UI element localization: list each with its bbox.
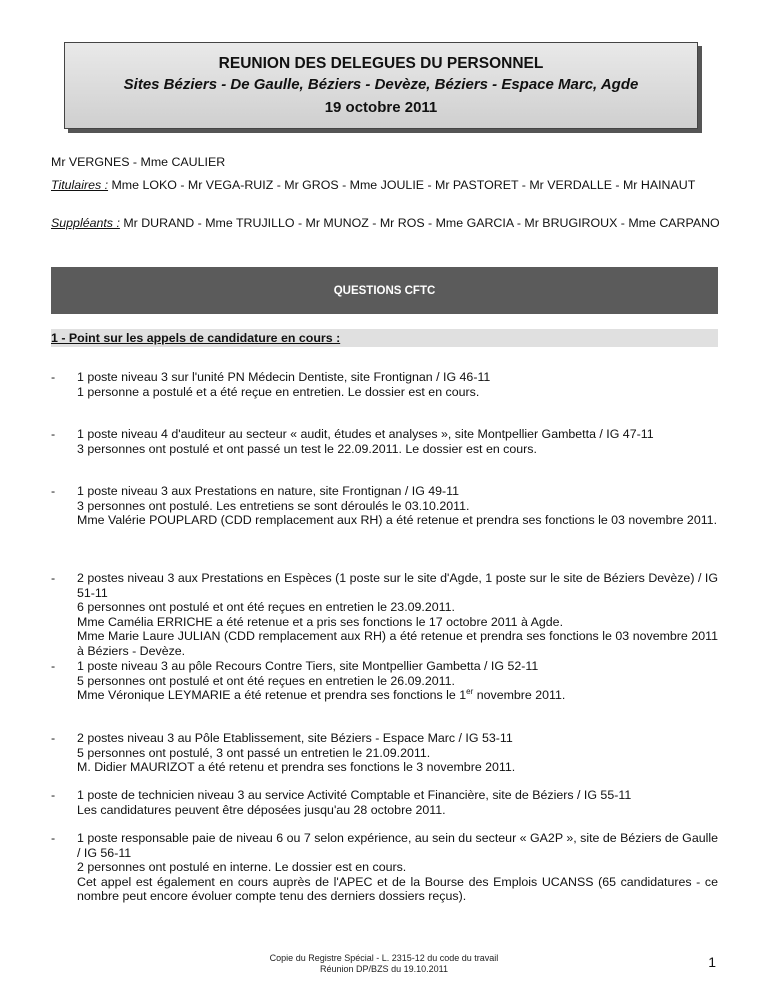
item-line: 2 postes niveau 3 au Pôle Etablissement, site Béziers - Espace Marc / IG 53-11 xyxy=(77,731,513,745)
bullet-dash: - xyxy=(51,788,56,802)
bullet-dash: - xyxy=(51,659,56,673)
titulaires-line xyxy=(51,178,721,193)
item-line: 2 postes niveau 3 aux Prestations en Espèces (1 poste sur le site d'Agde, 1 poste sur le site de Béziers Devèze) / IG 51-11 xyxy=(77,571,718,600)
titulaires-label: Titulaires : xyxy=(51,178,109,192)
item-line: Mme Camélia ERRICHE a été retenue et a pris ses fonctions le 17 octobre 2011 à Agde. xyxy=(77,614,564,629)
list-item xyxy=(51,370,718,399)
list-item xyxy=(51,788,718,817)
bullet-dash: - xyxy=(51,484,56,498)
ordinal-suffix: er xyxy=(466,686,474,696)
item-line: 2 personnes ont postulé en interne. Le dossier est en cours. xyxy=(77,860,407,874)
titulaires-names: Mme LOKO - Mr VEGA-RUIZ - Mr GROS - Mme JOULIE - Mr PASTORET - Mr VERDALLE - Mr HAINAUT xyxy=(108,178,696,192)
list-item xyxy=(51,731,718,775)
item-line: 6 personnes ont postulé et ont été reçues en entretien le 23.09.2011. xyxy=(77,600,455,614)
item-line: Mme Valérie POUPLARD (CDD remplacement aux RH) a été retenue et prendra ses fonctions le 03 novembre 2011. xyxy=(77,513,718,527)
item-line: 3 personnes ont postulé. Les entretiens se sont déroulés le 03.10.2011. xyxy=(77,498,470,513)
document-title: REUNION DES DELEGUES DU PERSONNEL xyxy=(218,55,544,72)
list-item xyxy=(51,831,718,904)
document-subtitle: Sites Béziers - De Gaulle, Béziers - Devèze, Béziers - Espace Marc, Agde xyxy=(123,76,639,93)
item-line: 1 poste niveau 3 aux Prestations en nature, site Frontignan / IG 49-11 xyxy=(77,484,460,498)
item-line: M. Didier MAURIZOT a été retenu et prendra ses fonctions le 3 novembre 2011. xyxy=(77,760,516,774)
section-title: 1 - Point sur les appels de candidature en cours : xyxy=(51,329,718,347)
questions-band: QUESTIONS CFTC xyxy=(51,267,718,314)
footer-line: Copie du Registre Spécial - L. 2315-12 du code du travail xyxy=(269,953,499,963)
bullet-dash: - xyxy=(51,370,56,384)
item-line: 5 personnes ont postulé, 3 ont passé un entretien le 21.09.2011. xyxy=(77,745,431,760)
footer-line: Réunion DP/BZS du 19.10.2011 xyxy=(320,964,448,974)
header-box xyxy=(64,42,698,129)
bullet-dash: - xyxy=(51,427,56,441)
item-line: 1 poste responsable paie de niveau 6 ou 7 selon expérience, au sein du secteur « GA2P », site de Béziers de Gaulle / IG 56-11 xyxy=(77,831,718,860)
page-number: 1 xyxy=(708,954,716,970)
item-line: 1 poste niveau 3 au pôle Recours Contre Tiers, site Montpellier Gambetta / IG 52-11 xyxy=(77,659,539,673)
bullet-dash: - xyxy=(51,731,56,745)
list-item xyxy=(51,484,718,528)
item-line: Cet appel est également en cours auprès de l'APEC et de la Bourse des Emplois UCANSS (65 candidatures - ce nombre peut encore évoluer compte tenu des derniers dossiers reçus). xyxy=(77,874,718,903)
item-line: 1 poste niveau 3 sur l'unité PN Médecin Dentiste, site Frontignan / IG 46-11 xyxy=(77,370,491,384)
suppleants-line xyxy=(51,216,721,231)
item-line-start: Mme Véronique LEYMARIE a été retenue et prendra ses fonctions le 1 xyxy=(77,688,467,702)
list-item xyxy=(51,427,718,456)
item-line-end: novembre 2011. xyxy=(473,688,566,702)
bullet-dash: - xyxy=(51,831,56,845)
suppleants-names: Mr DURAND - Mme TRUJILLO - Mr MUNOZ - Mr ROS - Mme GARCIA - Mr BRUGIROUX - Mme CARPANO xyxy=(119,216,720,230)
item-line: 1 poste de technicien niveau 3 au service Activité Comptable et Financière, site de Béziers / IG 55-11 xyxy=(77,788,632,802)
list-item xyxy=(51,659,718,703)
meeting-date: 19 octobre 2011 xyxy=(324,99,438,116)
item-line: Les candidatures peuvent être déposées jusqu'au 28 octobre 2011. xyxy=(77,802,446,817)
item-line: Mme Marie Laure JULIAN (CDD remplacement aux RH) a été retenue et prendra ses fonctions le 03 novembre 2011 à Béziers - Devèze. xyxy=(77,629,718,658)
item-line: 1 poste niveau 4 d'auditeur au secteur « audit, études et analyses », site Montpellier Gambetta / IG 47-11 xyxy=(77,427,654,441)
presidents-line: Mr VERGNES - Mme CAULIER xyxy=(51,155,226,169)
item-line: 5 personnes ont postulé et ont été reçues en entretien le 26.09.2011. xyxy=(77,673,455,688)
suppleants-label: Suppléants : xyxy=(51,216,120,230)
item-line: 3 personnes ont postulé et ont passé un test le 22.09.2011. Le dossier est en cours. xyxy=(77,441,537,456)
item-line xyxy=(77,688,718,703)
page-footer xyxy=(0,953,768,975)
item-line: 1 personne a postulé et a été reçue en entretien. Le dossier est en cours. xyxy=(77,384,480,399)
list-item xyxy=(51,571,718,658)
bullet-dash: - xyxy=(51,571,56,585)
